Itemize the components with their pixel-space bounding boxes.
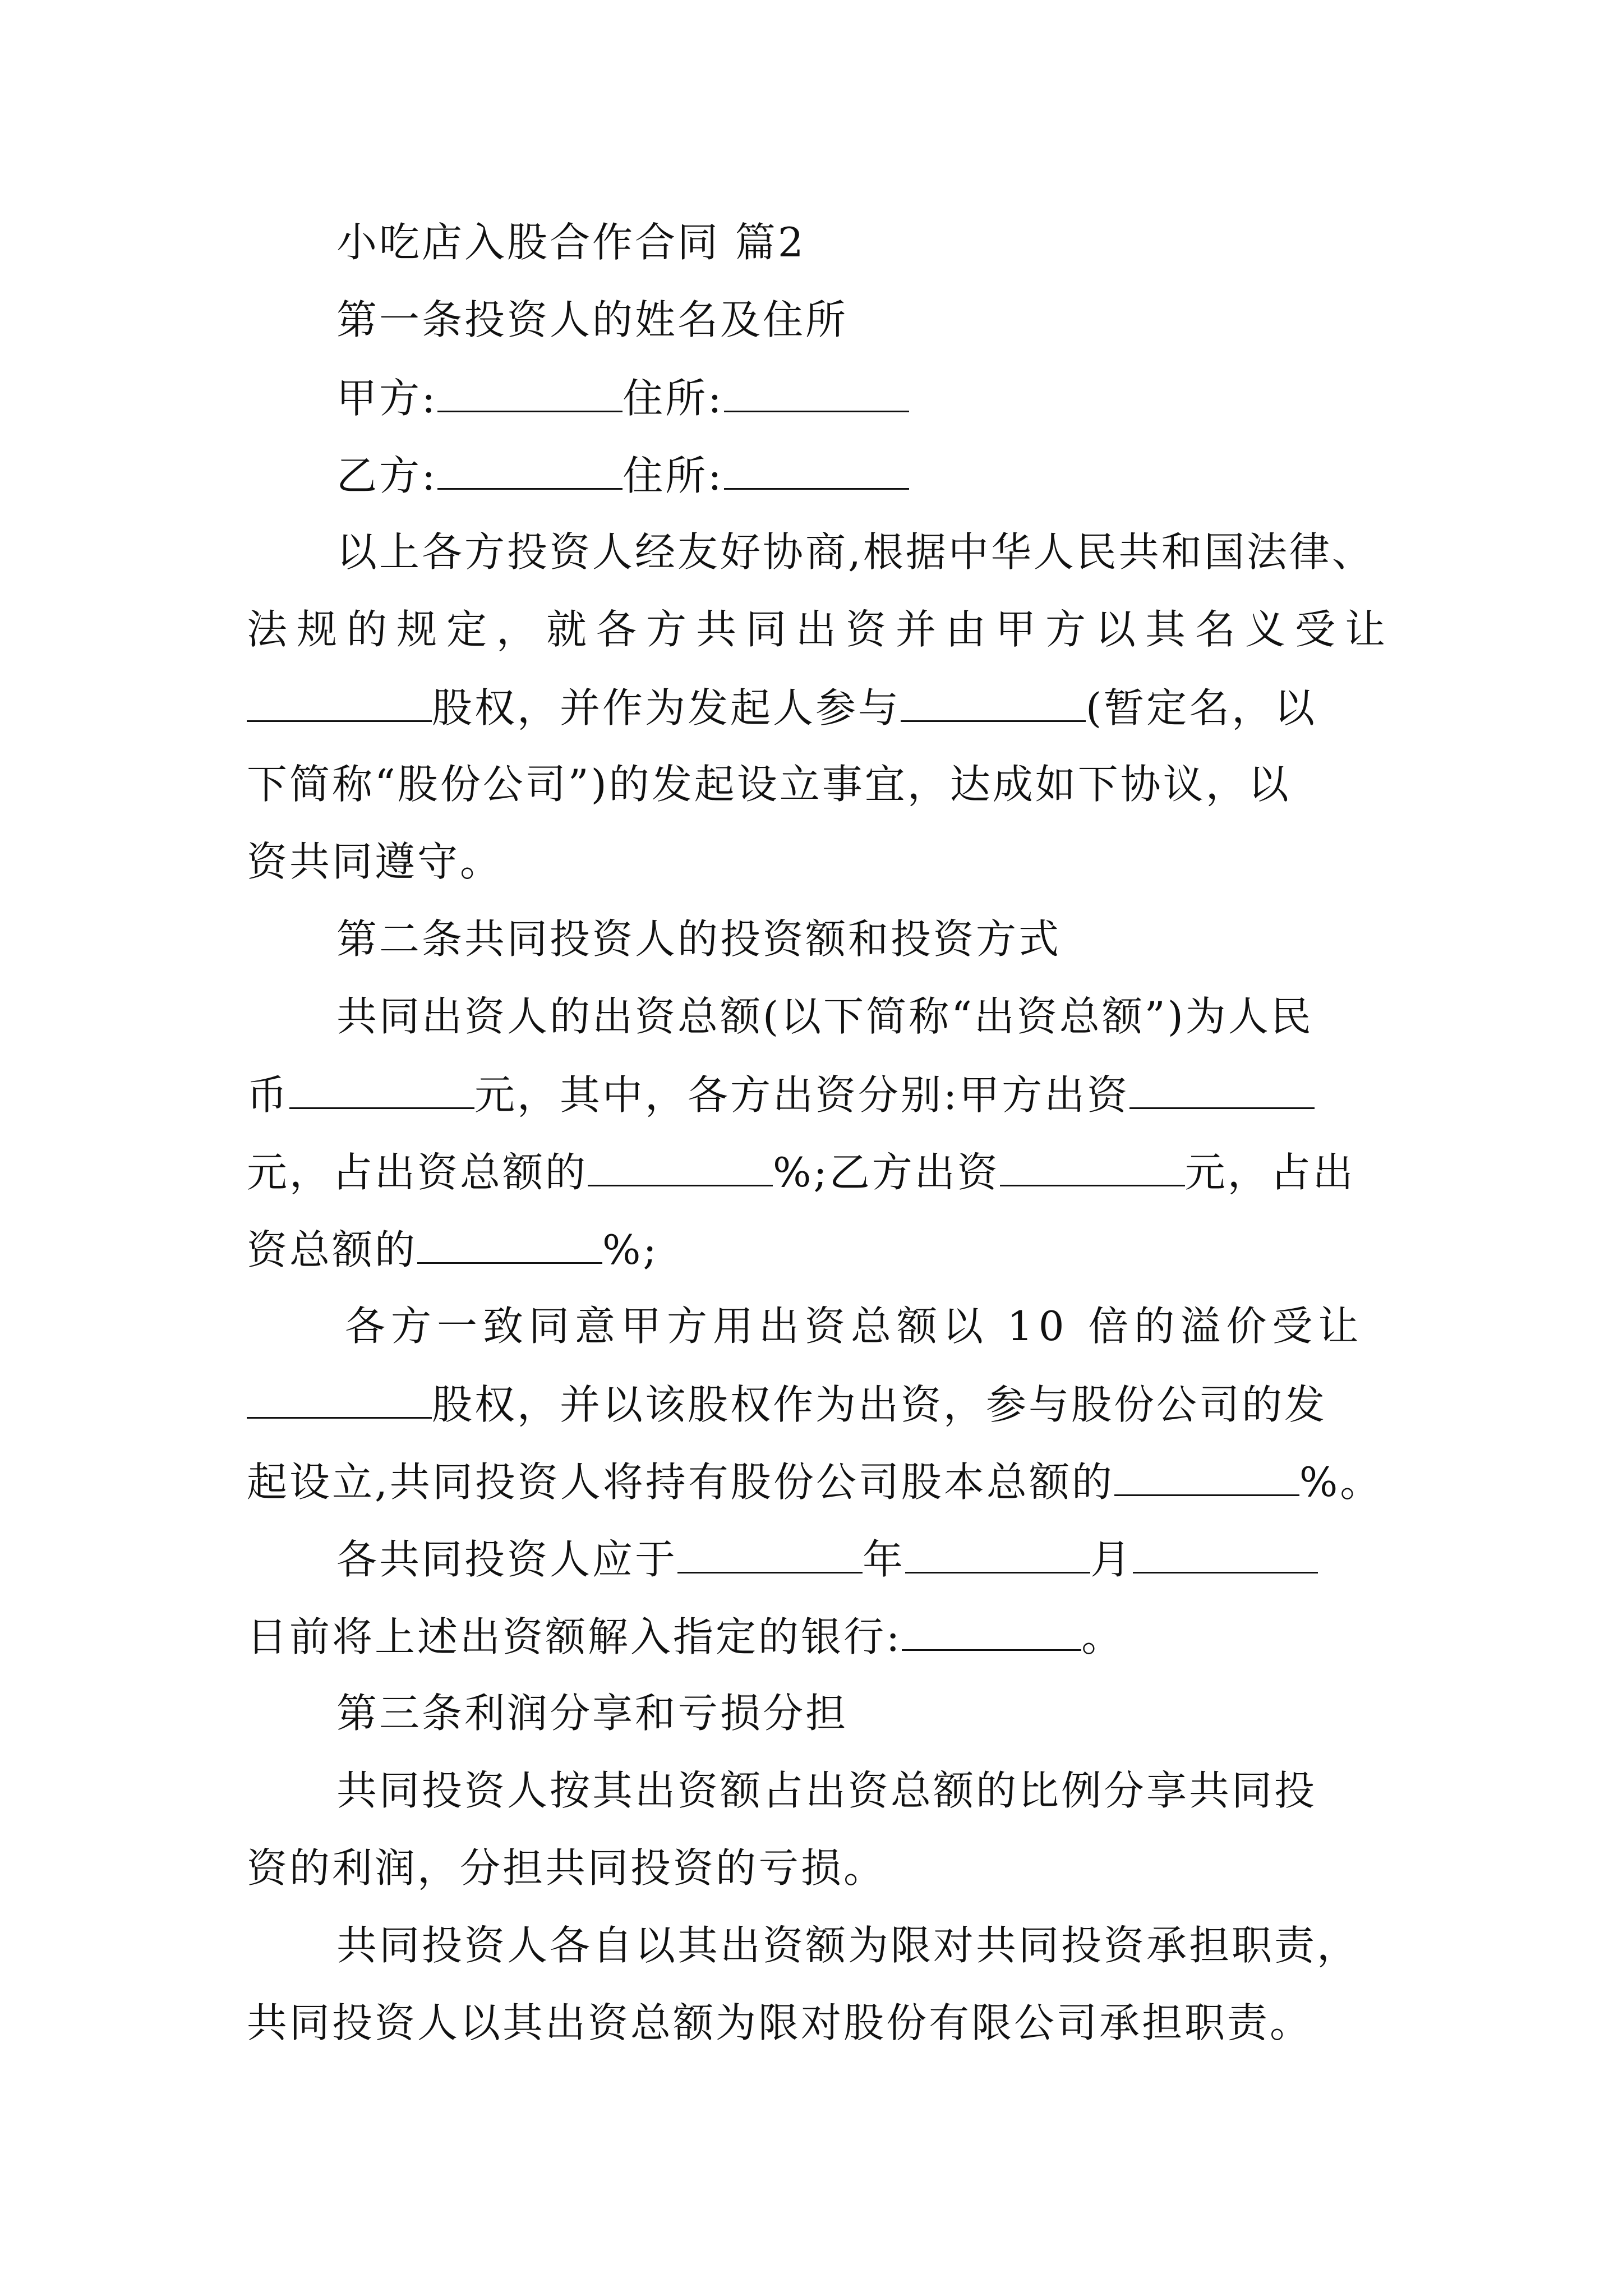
equity-blank [247,1383,432,1419]
paragraph-line: 资的利润，分担共同投资的亏损。 [247,1844,887,1892]
article3-heading: 第三条利润分享和亏损分担 [336,1690,849,1737]
party-b-residence-blank [724,454,909,490]
share-percent-blank [1114,1461,1299,1496]
text-span: 元，占出 [1184,1149,1355,1196]
paragraph-line: 各方一致同意甲方用出资总额以 10 倍的溢价受让 [345,1303,1364,1350]
paragraph-line: 共同投资人按其出资额占出资总额的比例分享共同投 [336,1767,1317,1814]
bank-blank [902,1616,1081,1651]
party-b-label: 乙方: [336,452,438,499]
party-a-percent-blank [588,1151,773,1186]
text-span: 元，占出资总额的 [247,1149,588,1196]
month-blank [905,1538,1090,1573]
text-span: (暂定名，以 [1086,684,1317,731]
party-b-amount-blank [1000,1151,1185,1186]
paragraph-line [336,1536,1318,1583]
party-a-label: 甲方: [336,375,438,422]
party-b-residence-label: 住所: [623,452,724,499]
paragraph-line [247,1071,1315,1119]
article2-heading: 第二条共同投资人的投资额和投资方式 [336,915,1062,963]
paragraph-line [247,1149,1355,1196]
text-span: 元，其中，各方出资分别:甲方出资 [474,1071,1130,1119]
paragraph-line: 法规的规定，就各方共同出资并由甲方以其名义受让 [247,606,1395,653]
text-span: 币 [247,1071,290,1119]
text-span: 月 [1090,1536,1133,1583]
text-span: 股权，并以该股权作为出资，参与股份公司的发 [432,1381,1327,1428]
paragraph-line: 下简称“股份公司”)的发起设立事宜，达成如下协议，以 [247,761,1291,808]
text-span: 股权，并作为发起人参与 [432,684,901,731]
paragraph-line [247,1226,659,1273]
party-b-line [336,452,909,499]
party-a-residence-label: 住所: [623,375,724,422]
document-title: 小吃店入股合作合同 篇2 [336,219,806,266]
party-b-percent-blank [417,1228,602,1264]
paragraph-line [247,684,1317,731]
paragraph-line [247,1381,1327,1428]
year-blank [677,1538,863,1573]
party-a-residence-blank [724,377,909,412]
paragraph-line: 资共同遵守。 [247,838,503,885]
party-a-name-blank [437,377,623,412]
paragraph-line: 共同出资人的出资总额(以下简称“出资总额”)为人民 [336,993,1313,1040]
equity-target-blank [247,687,432,722]
company-name-blank [901,687,1086,722]
text-span: 起设立,共同投资人将持有股份公司股本总额的 [247,1458,1114,1506]
text-span: 各共同投资人应于 [336,1536,678,1583]
text-span: %。 [1299,1458,1383,1506]
text-span: 日前将上述出资额解入指定的银行: [247,1613,902,1660]
text-span: %; [602,1226,659,1273]
paragraph-line [247,1613,1124,1660]
party-b-name-blank [437,454,623,490]
day-blank [1133,1538,1318,1573]
paragraph-line [247,1458,1383,1506]
article1-heading: 第一条投资人的姓名及住所 [336,296,849,343]
party-a-line [336,375,909,422]
paragraph-line: 以上各方投资人经友好协商,根据中华人民共和国法律、 [336,528,1375,576]
total-amount-blank [289,1074,474,1109]
text-span: 资总额的 [247,1226,418,1273]
paragraph-line: 共同投资人各自以其出资额为限对共同投资承担职责， [336,1922,1360,1969]
text-span: 。 [1081,1613,1124,1660]
text-span: %;乙方出资 [773,1149,1000,1196]
party-a-amount-blank [1129,1074,1315,1109]
paragraph-line: 共同投资人以其出资总额为限对股份有限公司承担职责。 [247,1999,1313,2046]
text-span: 年 [863,1536,906,1583]
